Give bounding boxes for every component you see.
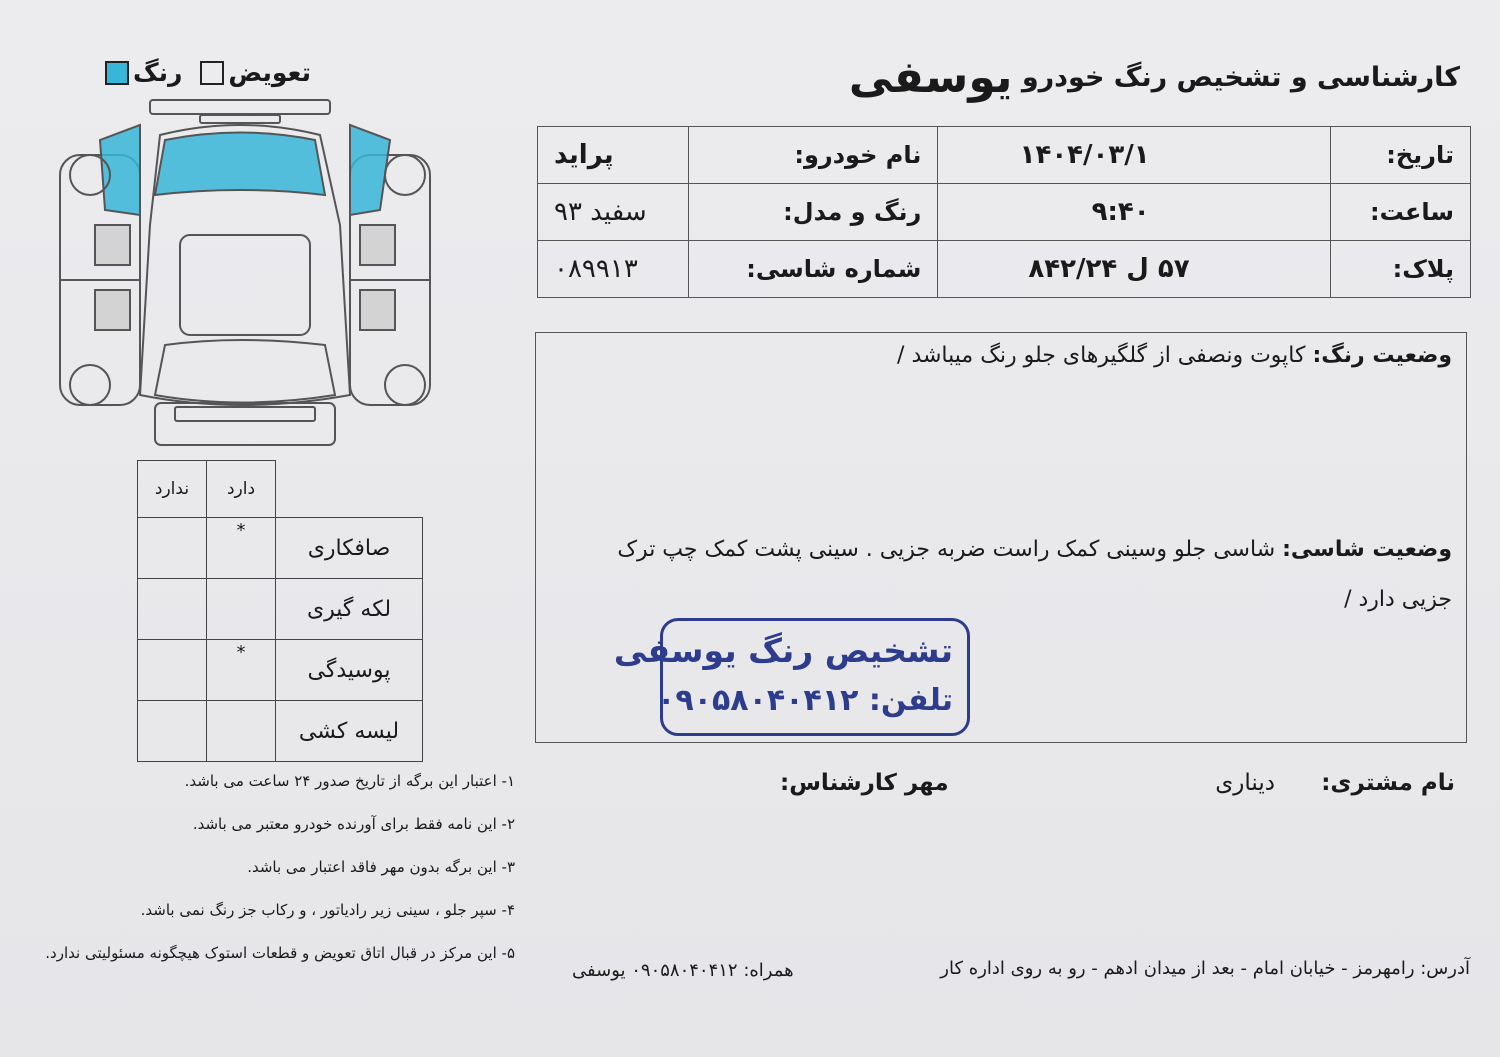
list-item: ۴- سپر جلو ، سینی زیر رادیاتور ، و رکاب جز رنگ نمی باشد. — [140, 901, 515, 919]
check-no — [138, 579, 207, 640]
check-yes: * — [207, 518, 276, 579]
check-label: لکه گیری — [276, 579, 423, 640]
customer-label: نام مشتری: — [1321, 770, 1455, 796]
chassis-status — [617, 537, 1452, 562]
stamp — [613, 618, 970, 736]
list-item: ۱- اعتبار این برگه از تاریخ صدور ۲۴ ساعت می باشد. — [184, 772, 515, 790]
check-label: لیسه کشی — [276, 701, 423, 762]
seal-label: مهر کارشناس: — [780, 770, 949, 796]
plate-label: پلاک: — [1330, 241, 1470, 298]
check-yes — [207, 579, 276, 640]
table-row — [138, 461, 423, 518]
legend-replace — [200, 58, 311, 87]
check-yes — [207, 701, 276, 762]
table-row — [138, 640, 423, 701]
address: آدرس: رامهرمز - خیابان امام - بعد از میدان ادهم - رو به روی اداره کار — [940, 958, 1470, 979]
chassis-status-label: وضعیت شاسی: — [1282, 537, 1452, 562]
time-value: ۹:۴۰ — [938, 184, 1330, 241]
paint-box-icon — [105, 61, 129, 85]
check-no — [138, 518, 207, 579]
car-value: پراید — [538, 127, 689, 184]
car-diagram-icon — [50, 95, 450, 455]
repair-checks-table — [137, 460, 423, 762]
list-item: ۳- این برگه بدون مهر فاقد اعتبار می باشد. — [247, 858, 515, 876]
paint-status-value: کاپوت ونصفی از گلگیرهای جلو رنگ میباشد / — [897, 343, 1306, 368]
legend-paint — [105, 58, 182, 87]
plate-value: ۵۷ ل ۸۴۲/۲۴ — [938, 241, 1330, 298]
check-no — [138, 701, 207, 762]
vehicle-info-table — [537, 126, 1471, 298]
paint-status — [897, 343, 1452, 368]
date-label: تاریخ: — [1330, 127, 1470, 184]
title-brand: یوسفی — [848, 52, 1013, 103]
time-label: ساعت: — [1330, 184, 1470, 241]
table-row — [538, 127, 1471, 184]
color-label: رنگ و مدل: — [688, 184, 938, 241]
paint-status-label: وضعیت رنگ: — [1312, 343, 1452, 368]
chassis-label: شماره شاسی: — [688, 241, 938, 298]
legend — [105, 58, 311, 87]
check-no — [138, 640, 207, 701]
col-no-header: ندارد — [138, 461, 207, 518]
replace-box-icon — [200, 61, 224, 85]
color-value: سفید ۹۳ — [538, 184, 689, 241]
car-label: نام خودرو: — [688, 127, 938, 184]
chassis-status-cont: جزیی دارد / — [1344, 587, 1452, 612]
legend-paint-label: رنگ — [133, 58, 183, 87]
chassis-value: ۰۸۹۹۱۳ — [538, 241, 689, 298]
check-label: صافکاری — [276, 518, 423, 579]
title-prefix: کارشناسی و تشخیص رنگ خودرو — [1021, 62, 1460, 93]
empty-header — [276, 461, 423, 518]
table-row — [538, 184, 1471, 241]
date-value: ۱۴۰۴/۰۳/۱ — [938, 127, 1330, 184]
table-row — [138, 701, 423, 762]
table-row — [538, 241, 1471, 298]
table-row — [138, 579, 423, 640]
col-yes-header: دارد — [207, 461, 276, 518]
chassis-status-value: شاسی جلو وسینی کمک راست ضربه جزیی . سینی پشت کمک چپ ترک — [617, 537, 1276, 562]
legend-replace-label: تعویض — [228, 58, 312, 87]
stamp-line-2: تلفن: ۰۹۰۵۸۰۴۰۴۱۲ — [657, 683, 953, 718]
check-yes: * — [207, 640, 276, 701]
customer-value — [1215, 770, 1275, 796]
customer-name: دیناری — [1215, 770, 1275, 796]
mobile: همراه: ۰۹۰۵۸۰۴۰۴۱۲ یوسفی — [572, 960, 794, 981]
stamp-line-1: تشخیص رنگ یوسفی — [613, 631, 953, 670]
table-row — [138, 518, 423, 579]
list-item: ۲- این نامه فقط برای آورنده خودرو معتبر می باشد. — [192, 815, 515, 833]
check-label: پوسیدگی — [276, 640, 423, 701]
form-title — [849, 52, 1460, 103]
list-item: ۵- این مرکز در قبال اتاق تعویض و قطعات استوک هیچگونه مسئولیتی ندارد. — [45, 944, 515, 962]
